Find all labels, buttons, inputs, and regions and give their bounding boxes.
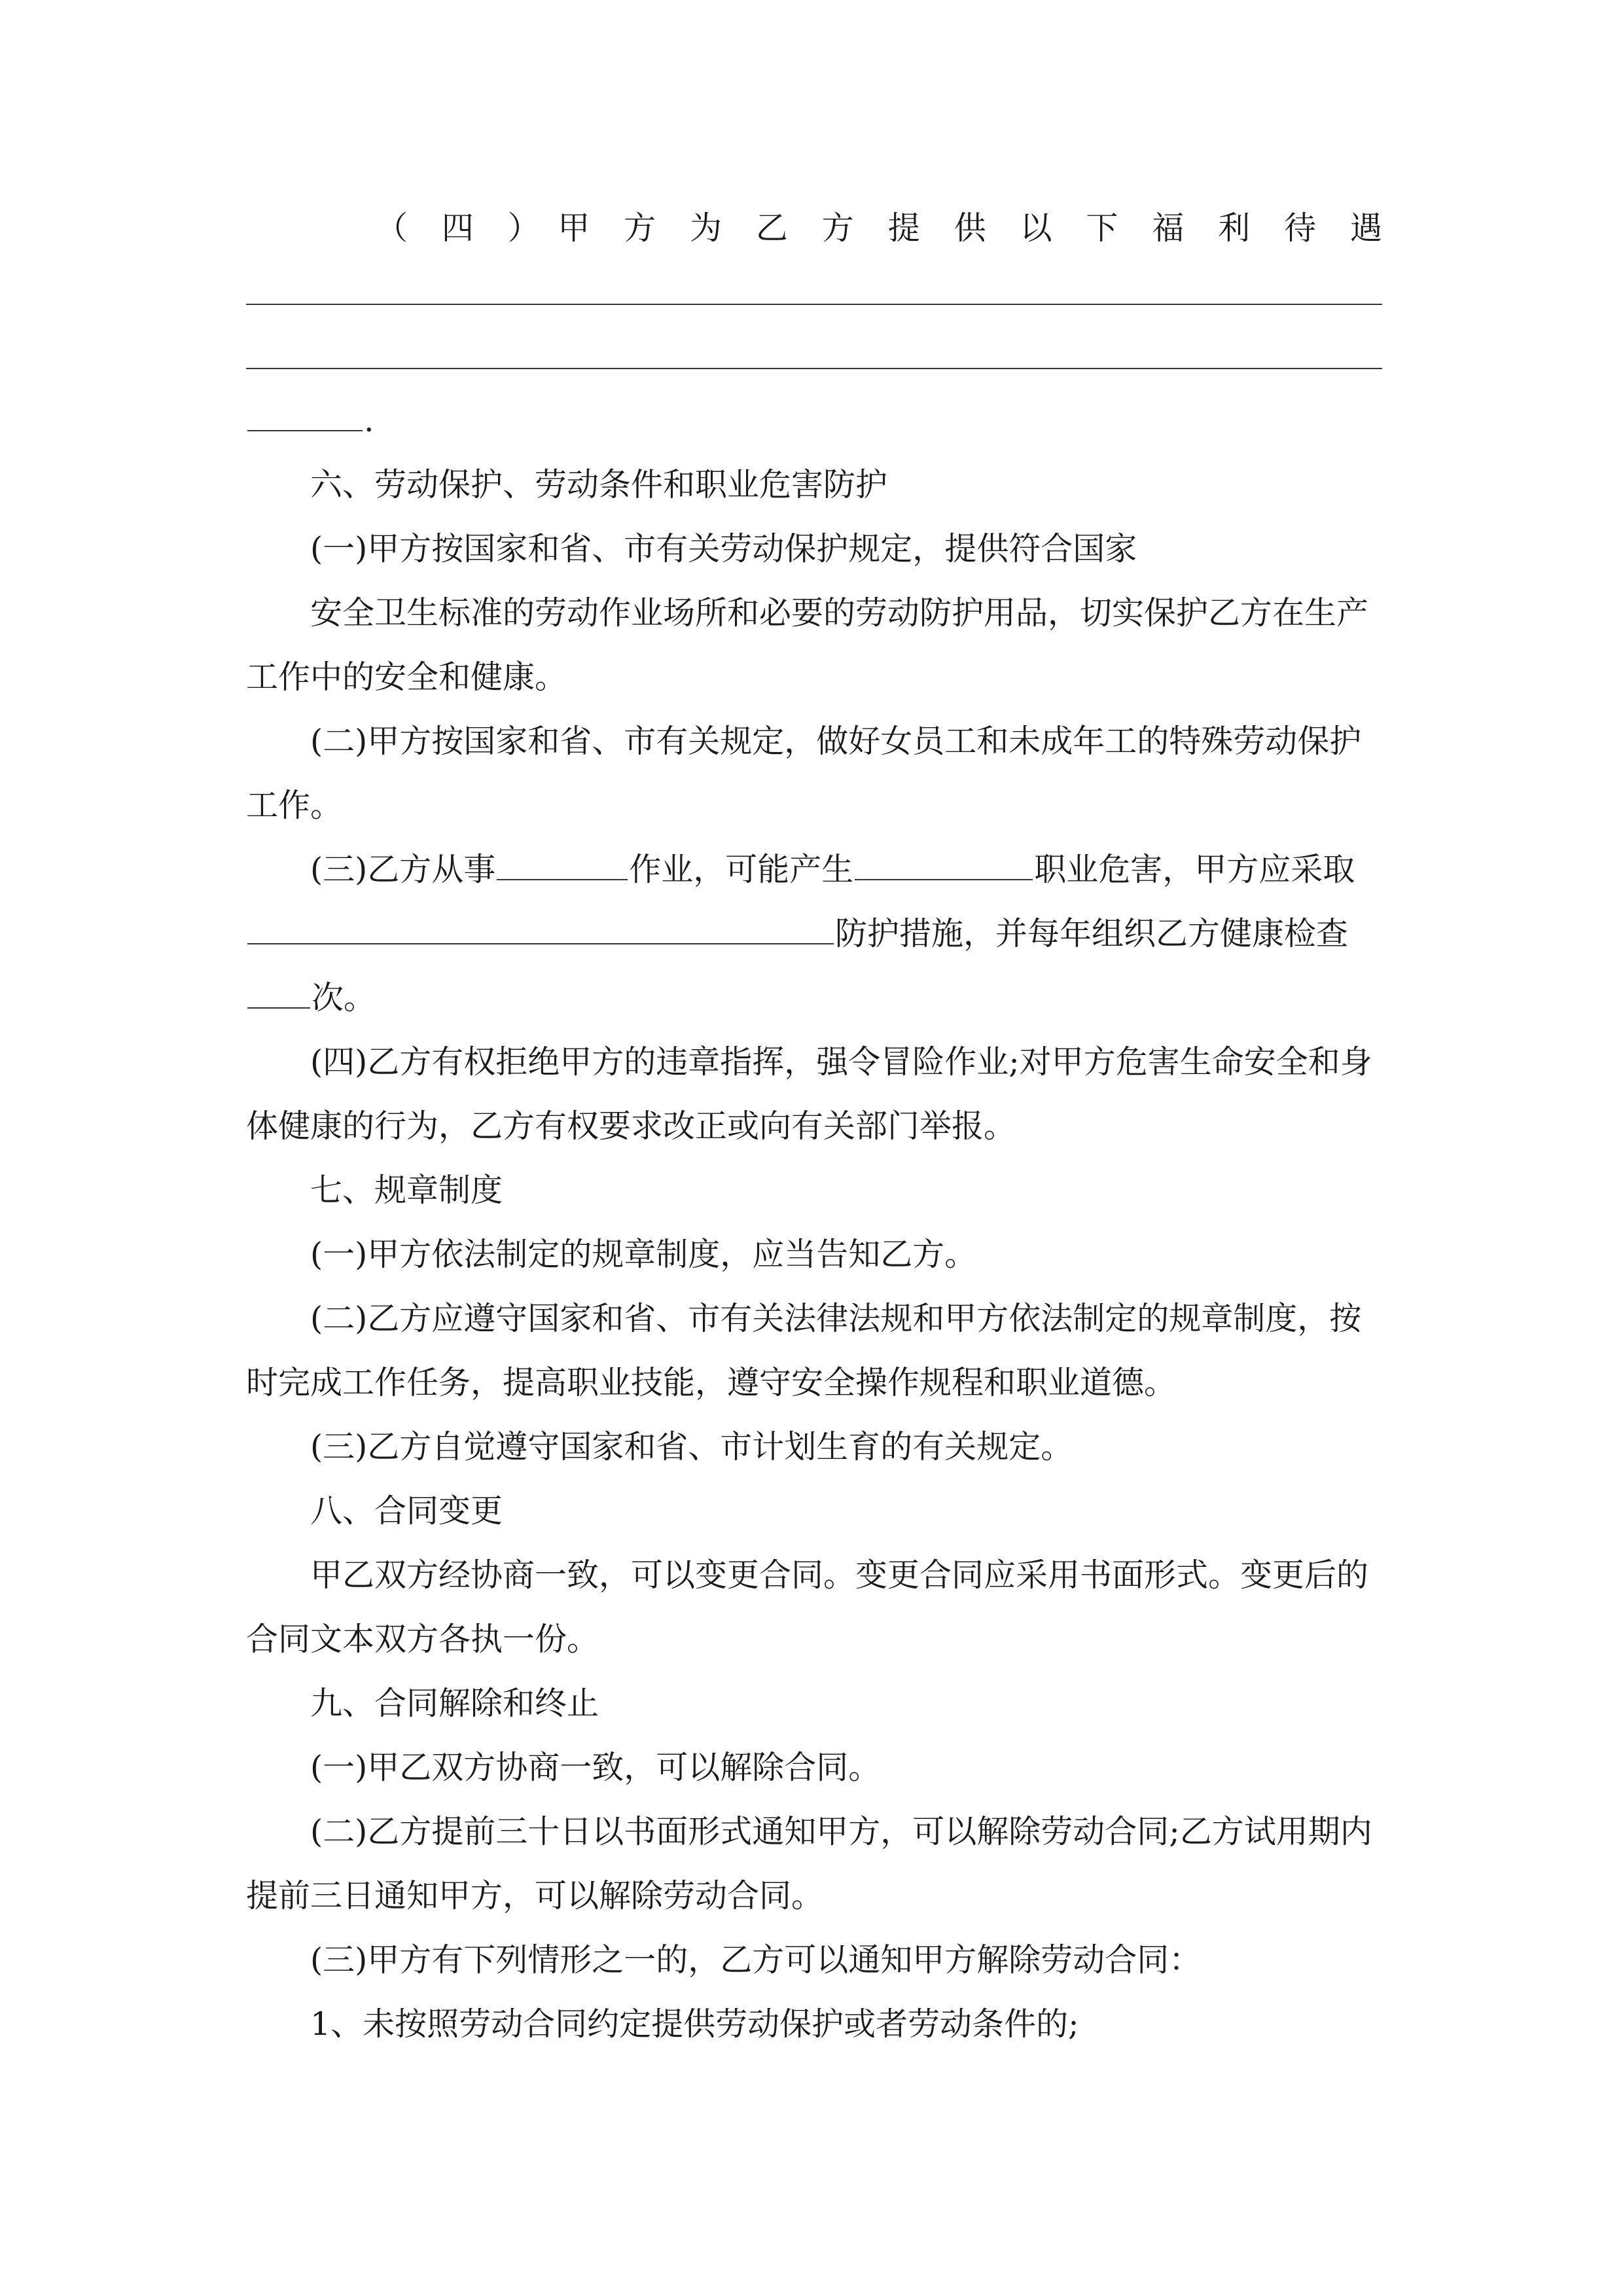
section-heading-7: 七、规章制度 [310,1172,503,1209]
clause-6-3: (三)乙方从事 作业，可能产生 职业危害，甲方应采取防护措施，并每年组织乙方健康检查次。 [246,838,1382,1030]
blank-line-1 [246,260,1382,325]
clause-9-2: (二)乙方提前三十日以书面形式通知甲方，可以解除劳动合同;乙方试用期内提前三日通知甲方，可以解除劳动合同。 [246,1813,1372,1914]
clause-9-3: (三)甲方有下列情形之一的，乙方可以通知甲方解除劳动合同： [310,1941,1202,1979]
blank-field [247,942,834,944]
section-heading-6: 六、劳动保护、劳动条件和职业危害防护 [310,466,888,503]
section-heading-8: 八、合同变更 [310,1492,503,1530]
section-heading-9: 九、合同解除和终止 [310,1685,599,1722]
clause-7-3: (三)乙方自觉遵守国家和省、市计划生育的有关规定。 [310,1428,1073,1465]
clause-6-2: (二)甲方按国家和省、市有关规定，做好女员工和未成年工的特殊劳动保护工作。 [246,723,1362,824]
blank-field [247,1007,310,1009]
clause-9-1: (一)甲乙双方协商一致，可以解除合同。 [310,1749,881,1786]
clause-8: 甲乙双方经协商一致，可以变更合同。变更合同应采用书面形式。变更后的合同文本双方各执一份。 [246,1556,1369,1658]
clause-7-2: (二)乙方应遵守国家和省、市有关法律法规和甲方依法制定的规章制度，按时完成工作任务，提高职业技能，遵守安全操作规程和职业道德。 [246,1300,1362,1401]
clause-9-3-1: 1、未按照劳动合同约定提供劳动保护或者劳动条件的; [310,2005,1079,2043]
clause-6-1-a: (一)甲方按国家和省、市有关劳动保护规定，提供符合国家 [310,530,1137,567]
blank-field [855,878,1033,880]
blank-line-2 [246,325,1382,389]
welfare-clause: （ 四 ） 甲 方 为 乙 方 提 供 以 下 福 利 待 遇 [376,209,1382,247]
blank-line-3: . [246,389,1382,453]
document-body [246,196,1382,2056]
blank-field [247,429,363,431]
clause-7-1: (一)甲方依法制定的规章制度，应当告知乙方。 [310,1236,977,1273]
blank-field [497,878,628,880]
clause-6-4: (四)乙方有权拒绝甲方的违章指挥，强令冒险作业;对甲方危害生命安全和身体健康的行为，乙方有权要求改正或向有关部门举报。 [246,1043,1372,1145]
clause-6-1-b: 安全卫生标准的劳动作业场所和必要的劳动防护用品，切实保护乙方在生产工作中的安全和健康。 [246,594,1369,696]
